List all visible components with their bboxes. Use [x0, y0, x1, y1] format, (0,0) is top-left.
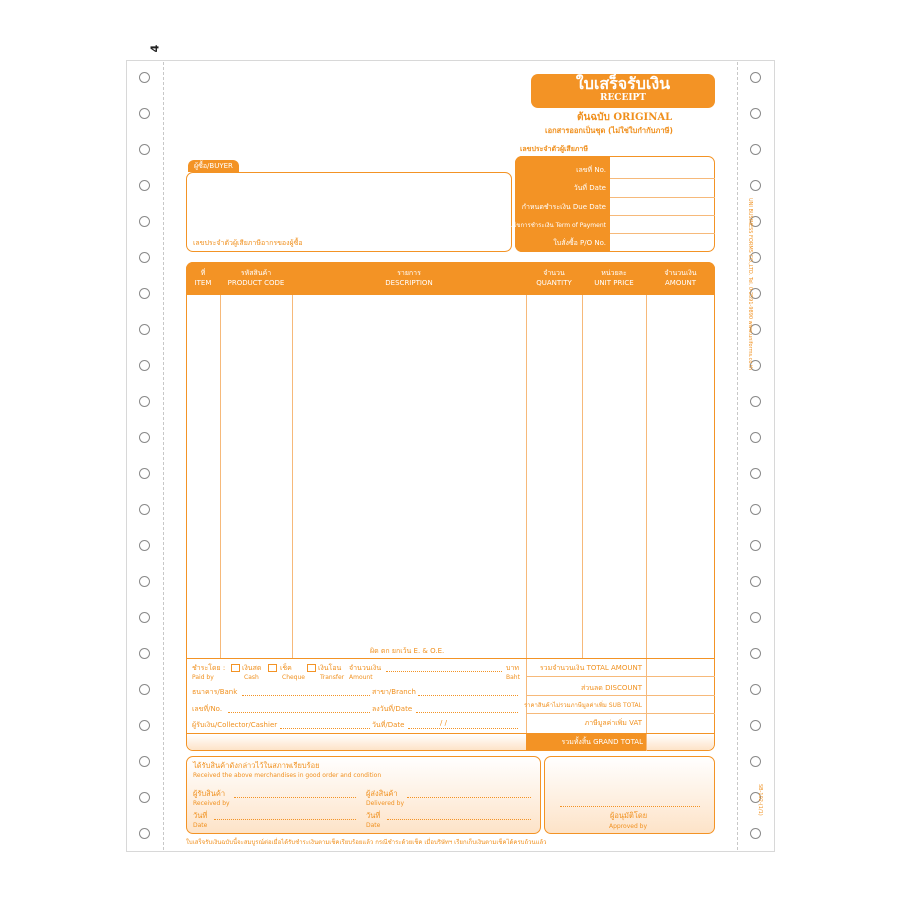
tractor-hole	[139, 144, 150, 155]
tractor-hole	[139, 432, 150, 443]
tractor-hole	[750, 108, 761, 119]
printer-side-text: UNI BUSINESS FORMS CO.,LTD. Tel. 0-2591-9890 www.uniforms.co.th	[747, 198, 753, 371]
received-by-label: ผู้รับสินค้า	[193, 789, 226, 798]
cash-label: เงินสด	[242, 664, 262, 672]
col-product-code: รหัสสินค้า PRODUCT CODE	[227, 269, 285, 287]
approval-signature-field[interactable]	[560, 806, 700, 807]
perforation-left	[163, 62, 164, 850]
column-divider	[526, 295, 527, 751]
tractor-hole	[139, 756, 150, 767]
received-date-field[interactable]	[214, 819, 356, 820]
tractor-hole	[750, 396, 761, 407]
column-divider	[220, 295, 221, 658]
col-unit-price: หน่วยละ UNIT PRICE	[594, 269, 634, 287]
footer-note: ใบเสร็จรับเงินฉบับนี้จะสมบูรณ์ต่อเมื่อได้รับชำระเงินตามเช็คเรียบร้อยแล้ว กรณีชำระด้วยเช็ค เมื่อบริษัทฯ เรียกเก็บเงินตามเช็คได้ครบถ้วนแล้ว	[186, 839, 547, 846]
meta-label-column	[500, 156, 610, 252]
collect-date-slashes: / /	[440, 719, 447, 727]
cheque-date-label: ลงวันที่/Date	[372, 705, 413, 713]
items-table	[186, 262, 715, 751]
buyer-tab: ผู้ซื้อ/BUYER	[188, 160, 239, 172]
received-by-field[interactable]	[234, 797, 356, 798]
tractor-hole	[139, 180, 150, 191]
tractor-hole	[750, 468, 761, 479]
tractor-hole	[139, 252, 150, 263]
cheque-label-en: Cheque	[282, 674, 305, 681]
goods-received-title-en: Received the above merchandises in good order and condition	[193, 772, 382, 779]
delivered-date-field[interactable]	[387, 819, 531, 820]
total-amount-label: รวมจำนวนเงิน TOTAL AMOUNT	[539, 664, 642, 672]
tractor-hole	[139, 216, 150, 227]
delivered-date-label-en: Date	[366, 822, 381, 829]
tractor-hole	[139, 612, 150, 623]
approved-by-label: ผู้อนุมัติโดย	[610, 811, 648, 820]
cheque-no-label: เลขที่/No.	[192, 705, 223, 713]
perforation-right	[737, 62, 738, 850]
tractor-hole	[750, 144, 761, 155]
paid-by-label-en: Paid by	[192, 674, 214, 681]
collect-date-field[interactable]	[408, 728, 518, 729]
meta-label-term: เงื่อนไขการชำระเงิน Term of Payment	[500, 222, 606, 229]
tractor-hole	[750, 612, 761, 623]
tractor-hole	[139, 540, 150, 551]
column-divider	[292, 295, 293, 658]
pay-amount-label-en: Amount	[349, 674, 373, 681]
eoe-note: ผิด ตก ยกเว้น E. & O.E.	[370, 647, 445, 655]
tractor-hole	[139, 684, 150, 695]
original-label: ต้นฉบับ ORIGINAL	[577, 112, 673, 123]
col-quantity: จำนวน QUANTITY	[536, 269, 572, 287]
tractor-hole	[139, 504, 150, 515]
transfer-label-en: Transfer	[320, 674, 345, 681]
col-item: ที่ ITEM	[194, 269, 212, 287]
cheque-label: เช็ค	[280, 664, 292, 672]
pay-amount-label: จำนวนเงิน	[349, 664, 382, 672]
tractor-hole	[139, 576, 150, 587]
tractor-hole	[139, 648, 150, 659]
branch-field[interactable]	[418, 695, 518, 696]
vat-label: ภาษีมูลค่าเพิ่ม VAT	[584, 719, 642, 727]
grand-total-left	[187, 734, 526, 750]
items-table-header	[186, 262, 715, 295]
column-divider	[646, 295, 647, 751]
totals-divider	[526, 676, 715, 677]
tractor-hole	[750, 756, 761, 767]
meta-label-due-date: กำหนดชำระเงิน Due Date	[521, 203, 606, 211]
tractor-hole	[750, 180, 761, 191]
tractor-hole	[139, 396, 150, 407]
grand-total-label-box	[526, 734, 646, 751]
tractor-hole	[139, 792, 150, 803]
transfer-checkbox[interactable]	[307, 664, 316, 672]
pay-amount-field[interactable]	[386, 671, 502, 672]
goods-received-title: ได้รับสินค้าดังกล่าวไว้ในสภาพเรียบร้อย	[193, 761, 320, 770]
cheque-checkbox[interactable]	[268, 664, 277, 672]
meta-row-divider	[610, 215, 715, 216]
received-date-label: วันที่	[193, 811, 208, 820]
tractor-hole	[750, 720, 761, 731]
totals-divider	[526, 695, 715, 696]
tractor-hole	[750, 72, 761, 83]
tractor-hole	[139, 108, 150, 119]
meta-label-po: ใบสั่งซื้อ P/O No.	[553, 239, 606, 247]
collector-label: ผู้รับเงิน/Collector/Cashier	[192, 721, 278, 729]
tractor-hole	[750, 432, 761, 443]
meta-row-divider	[610, 233, 715, 234]
title-english: RECEIPT	[599, 93, 647, 103]
cheque-date-field[interactable]	[416, 712, 518, 713]
delivered-by-label: ผู้ส่งสินค้า	[366, 789, 398, 798]
baht-label-en: Baht	[506, 674, 520, 681]
tractor-hole	[139, 324, 150, 335]
tractor-hole	[750, 648, 761, 659]
meta-row-divider	[610, 178, 715, 179]
tractor-hole	[139, 360, 150, 371]
grand-total-label: รวมทั้งสิ้น GRAND TOTAL	[561, 738, 643, 746]
tractor-hole	[139, 468, 150, 479]
collector-field[interactable]	[280, 728, 370, 729]
grand-total-value[interactable]	[647, 734, 714, 750]
title-banner	[531, 74, 715, 108]
seller-taxid-label: เลขประจำตัวผู้เสียภาษี	[520, 145, 588, 153]
bank-field[interactable]	[242, 695, 370, 696]
tractor-hole	[139, 828, 150, 839]
buyer-taxid-label: เลขประจำตัวผู้เสียภาษีอากรของผู้ซื้อ	[193, 239, 303, 247]
bank-label: ธนาคาร/Bank	[192, 688, 238, 696]
title-thai: ใบเสร็จรับเงิน	[575, 74, 671, 93]
transfer-label: เงินโอน	[318, 664, 342, 672]
received-date-label-en: Date	[193, 822, 208, 829]
discount-label: ส่วนลด DISCOUNT	[581, 684, 642, 692]
items-body-divider	[186, 658, 715, 659]
tractor-hole	[750, 684, 761, 695]
tractor-hole	[750, 576, 761, 587]
cash-checkbox[interactable]	[231, 664, 240, 672]
tractor-hole	[139, 288, 150, 299]
meta-label-date: วันที่ Date	[573, 184, 606, 192]
delivered-by-field[interactable]	[407, 797, 531, 798]
corner-mark: 4	[148, 44, 162, 53]
column-divider	[582, 295, 583, 658]
delivered-date-label: วันที่	[366, 811, 381, 820]
meta-row-divider	[610, 197, 715, 198]
form-code-side-text: SB-102-(1/1)	[757, 784, 763, 816]
branch-label: สาขา/Branch	[372, 688, 416, 696]
approved-by-label-en: Approved by	[609, 823, 648, 830]
tractor-hole	[750, 504, 761, 515]
baht-label: บาท	[506, 664, 519, 672]
cash-label-en: Cash	[244, 674, 259, 681]
tractor-hole	[750, 540, 761, 551]
subtotal-label: ราคาสินค้าไม่รวมภาษีมูลค่าเพิ่ม SUB TOTAL	[523, 702, 642, 709]
delivered-by-label-en: Delivered by	[366, 800, 404, 807]
tractor-hole	[750, 828, 761, 839]
totals-divider	[526, 713, 715, 714]
col-amount: จำนวนเงิน AMOUNT	[664, 269, 697, 287]
issued-note: เอกสารออกเป็นชุด (ไม่ใช่ใบกำกับภาษี)	[545, 126, 673, 135]
meta-label-no: เลขที่ No.	[576, 166, 606, 174]
col-description: รายการ DESCRIPTION	[385, 269, 433, 287]
tractor-hole	[139, 72, 150, 83]
paid-by-label: ชำระโดย :	[192, 664, 226, 672]
cheque-no-field[interactable]	[228, 712, 370, 713]
received-by-label-en: Received by	[193, 800, 230, 807]
collect-date-label: วันที่/Date	[372, 721, 405, 729]
tractor-hole	[139, 720, 150, 731]
